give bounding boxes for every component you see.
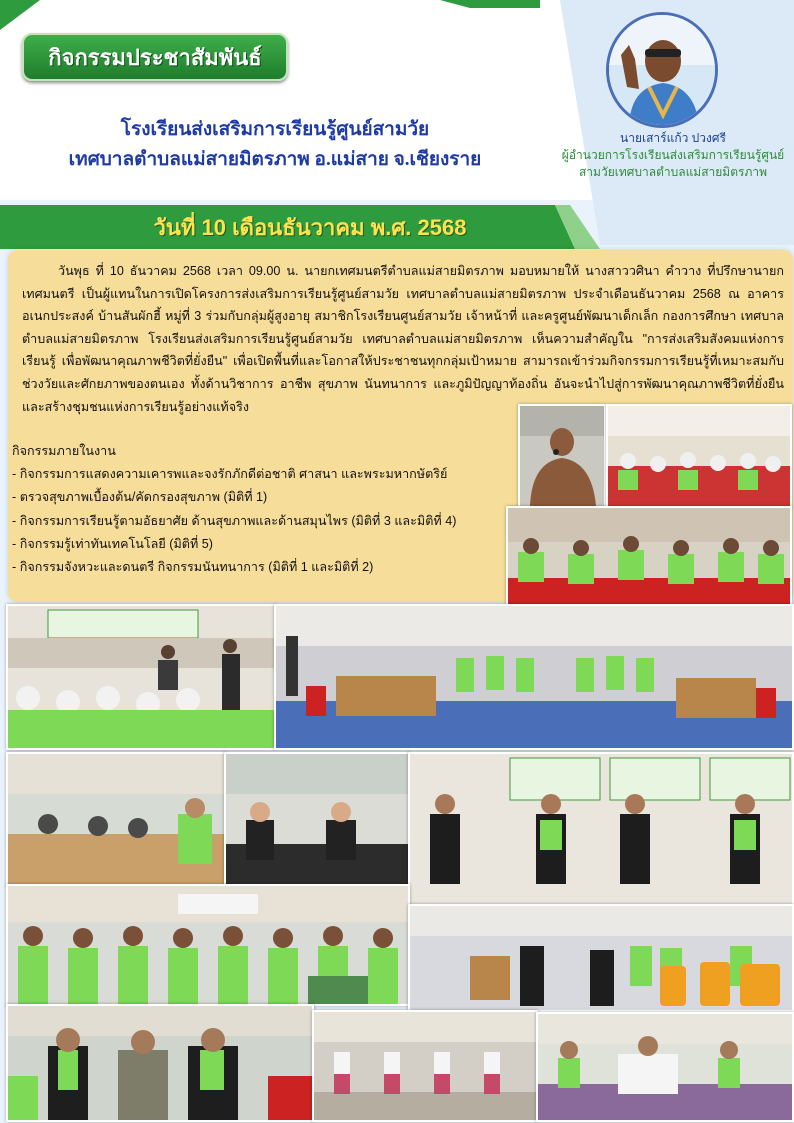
portrait-image bbox=[609, 15, 715, 125]
activities-title: กิจกรรมภายในงาน bbox=[12, 444, 116, 458]
badge-label: กิจกรรมประชาสัมพันธ์ bbox=[48, 44, 262, 70]
photo-seated-participants bbox=[506, 506, 792, 612]
photo-group-green-shirts bbox=[6, 884, 410, 1006]
activity-item: - กิจกรรมการเรียนรู้ตามอัธยาศัย ด้านสุขภาพและด้านสมุนไพร (มิติที่ 3 และมิติที่ 4) bbox=[12, 513, 457, 528]
photo-dancing bbox=[312, 1010, 538, 1122]
photo-speakers-stage bbox=[408, 752, 794, 906]
photo-speaker-woman bbox=[518, 404, 606, 508]
event-date: วันที่ 10 เดือนธันวาคม พ.ศ. 2568 bbox=[153, 215, 467, 240]
activity-item: - กิจกรรมจังหวะและดนตรี กิจกรรมนันทนาการ (มิติที่ 1 และมิติที่ 2) bbox=[12, 560, 374, 575]
photo-audience-hall bbox=[606, 404, 792, 508]
activities-list bbox=[12, 440, 512, 579]
director-name: นายเสาร์แก้ว ปวงศรี bbox=[620, 131, 726, 145]
photo-clapping-elders bbox=[6, 1004, 314, 1122]
photo-music-drums bbox=[408, 904, 794, 1012]
activity-item: - ตรวจสุขภาพเบื้องต้น/คัดกรองสุขภาพ (มิติที่ 1) bbox=[12, 490, 268, 505]
news-paragraph-text: วันพุธ ที่ 10 ธันวาคม 2568 เวลา 09.00 น. นายกเทศมนตรีตำบลแม่สายมิตรภาพ มอบหมายให้ นางสาววศินา คำวาง ที่ปรึกษานายกเทศมนตรี เป็นผู้แทนในการเปิดโครงการส่งเสริมการเรียนรู้ศูนย์สามวัย เทศบาลตำบลแม่สายมิตรภาพ ประจำเดือนธันวาคม 2568 ณ อาคารอเนกประสงค์ บ้านสันผักฮี้ หมู่ที่ 3 ร่วมกับกลุ่มผู้สูงอายุ สมาชิกโรงเรียนศูนย์สามวัย เจ้าหน้าที่ และครูศูนย์พัฒนาเด็กเล็ก กองการศึกษา เทศบาลตำบลแม่สายมิตรภาพ โรงเรียนส่งเสริมการเรียนรู้ศูนย์สามวัย เทศบาลตำบลแม่สายมิตรภาพ เห็นความสำคัญใน "การส่งเสริมสังคมแห่งการเรียนรู้ เพื่อพัฒนาคุณภาพชีวิตที่ยั่งยืน" เพื่อเปิดพื้นที่และโอกาสให้ประชาชนทุกกลุ่มเป้าหมาย สามารถเข้าร่วมกิจกรรมการเรียนรู้ที่เหมาะสมกับช่วงวัยและศักยภาพของตนเอง ทั้งด้านวิชาการ อาชีพ สุขภาพ นันทนาการ และภูมิปัญญาท้องถิ่น อันจะนำไปสู่การพัฒนาคุณภาพชีวิตที่ยั่งยืนและสร้างชุมชนแห่งการเรียนรู้อย่างแท้จริง bbox=[22, 264, 784, 414]
director-role-line-2: สามวัยเทศบาลตำบลแม่สายมิตรภาพ bbox=[578, 165, 768, 179]
photo-health-check-desk bbox=[6, 752, 226, 886]
director-caption bbox=[555, 130, 791, 181]
activity-item: - กิจกรรมรู้เท่าทันเทคโนโลยี (มิติที่ 5) bbox=[12, 536, 213, 551]
section-badge bbox=[22, 33, 288, 81]
photo-registration bbox=[224, 752, 410, 886]
school-name bbox=[60, 115, 490, 175]
director-role-line-1: ผู้อำนวยการโรงเรียนส่งเสริมการเรียนรู้ศูนย์ bbox=[561, 148, 785, 162]
photo-opening-ceremony bbox=[6, 604, 276, 750]
director-portrait bbox=[606, 12, 718, 128]
photo-herbal-crafts bbox=[536, 1012, 794, 1122]
activity-item: - กิจกรรมการแสดงความเคารพและจงรักภักดีต่อชาติ ศาสนา และพระมหากษัตริย์ bbox=[12, 467, 448, 482]
school-line-2: เทศบาลตำบลแม่สายมิตรภาพ อ.แม่สาย จ.เชียงราย bbox=[68, 149, 482, 170]
photo-multipurpose-hall bbox=[274, 604, 794, 750]
news-paragraph bbox=[22, 260, 784, 418]
school-line-1: โรงเรียนส่งเสริมการเรียนรู้ศูนย์สามวัย bbox=[120, 119, 430, 140]
